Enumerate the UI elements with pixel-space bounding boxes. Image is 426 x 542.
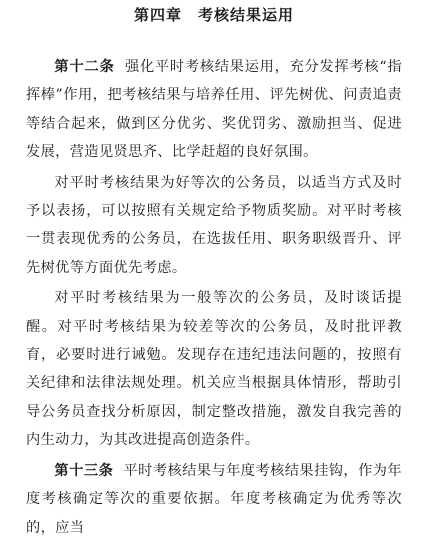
article-12-paragraph-1-text: 强化平时考核结果运用，充分发挥考核“指挥棒”作用，把考核结果与培养任用、评先树优、问责追责等结合起来，做到区分优劣、奖优罚劣、激励担当、促进发展，营造见贤思齐、比学赶超的良好氛围。 bbox=[26, 59, 402, 161]
article-13-paragraph-1-text: 平时考核结果与年度考核结果挂钩，作为年度考核确定等次的重要依据。年度考核确定为优秀等次的，应当 bbox=[26, 462, 402, 536]
article-12-label: 第十二条 bbox=[54, 59, 115, 75]
chapter-title: 第四章 考核结果运用 bbox=[133, 6, 294, 24]
article-13-label: 第十三条 bbox=[54, 462, 114, 479]
article-12-paragraph-2: 对平时考核结果为好等次的公务员，以适当方式及时予以表扬，可以按照有关规定给予物质奖励。对平时考核一贯表现优秀的公务员，在选拔任用、职务职级晋升、评先树优等方面优先考虑。 bbox=[26, 174, 402, 276]
article-13-paragraph-1 bbox=[26, 457, 402, 542]
article-12-paragraph-1 bbox=[26, 53, 402, 167]
article-12-paragraph-3: 对平时考核结果为一般等次的公务员，及时谈话提醒。对平时考核结果为较差等次的公务员，及时批评教育，必要时进行诫勉。发现存在违纪违法问题的，按照有关纪律和法律法规处理。机关应当根据具体情形，帮助引导公务员查找分析原因，制定整改措施，激发自我完善的内生动力，为其改进提高创造条件。 bbox=[26, 290, 402, 449]
